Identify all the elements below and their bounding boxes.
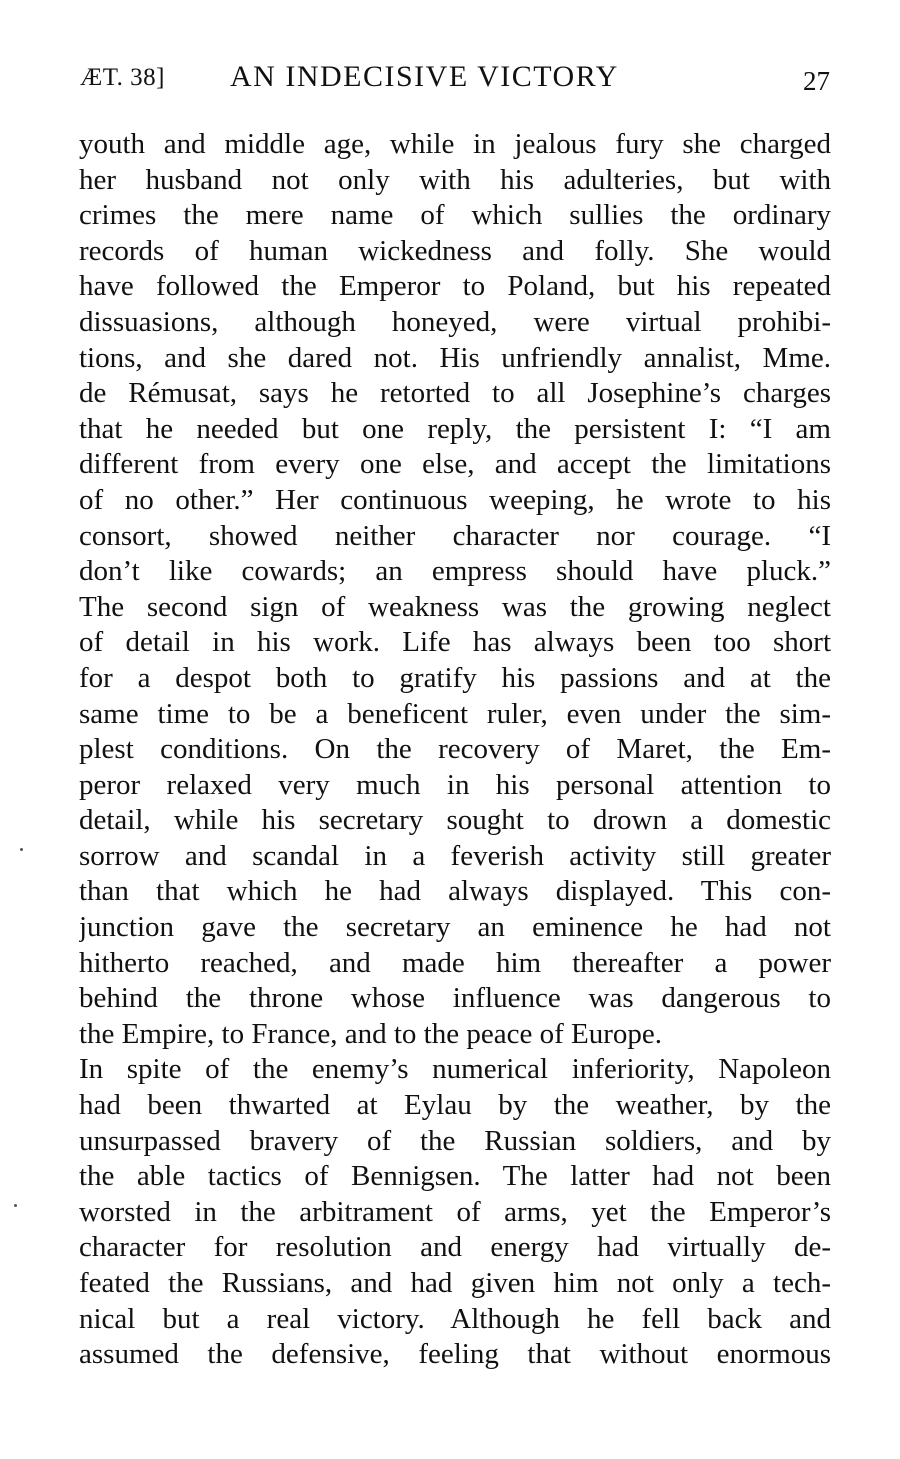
text-line: that he needed but one reply, the persistent I: “I am (79, 412, 831, 445)
text-line: same time to be a beneficent ruler, even under the sim- (79, 697, 831, 730)
text-line: behind the throne whose influence was dangerous to (79, 982, 831, 1015)
text-line: character for resolution and energy had virtually de- (79, 1231, 831, 1264)
running-head-age: ÆT. 38] (80, 64, 165, 91)
running-head-title: AN INDECISIVE VICTORY (230, 60, 619, 93)
text-line: nical but a real victory. Although he fell back and (79, 1302, 831, 1335)
scan-speck (20, 848, 23, 851)
text-line: assumed the defensive, feeling that without enormous (79, 1338, 831, 1371)
text-line: The second sign of weakness was the growing neglect (79, 590, 831, 623)
paragraph-start-line: In spite of the enemy’s numerical inferiority, Napoleon (79, 1053, 831, 1086)
text-line: had been thwarted at Eylau by the weather, by the (79, 1089, 831, 1122)
text-line: hitherto reached, and made him thereafter a power (79, 946, 831, 979)
text-line: different from every one else, and accept the limitations (79, 448, 831, 481)
text-line: records of human wickedness and folly. She would (79, 234, 831, 267)
text-line: tions, and she dared not. His unfriendly annalist, Mme. (79, 341, 831, 374)
paragraph-end-line: the Empire, to France, and to the peace of Europe. (79, 1017, 662, 1050)
text-line: of detail in his work. Life has always been too short (79, 626, 831, 659)
text-line: youth and middle age, while in jealous fury she charged (79, 128, 831, 160)
text-line: feated the Russians, and had given him not only a tech- (79, 1267, 831, 1299)
text-line: her husband not only with his adulteries, but with (79, 163, 831, 196)
text-line: dissuasions, although honeyed, were virtual prohibi- (79, 305, 831, 338)
text-line: plest conditions. On the recovery of Maret, the Em- (79, 733, 831, 766)
text-line: for a despot both to gratify his passions and at the (79, 661, 831, 694)
text-line: sorrow and scandal in a feverish activity still greater (79, 839, 831, 872)
page-number: 27 (803, 66, 830, 96)
text-line: de Rémusat, says he retorted to all Josephine’s charges (79, 377, 831, 410)
scan-speck (14, 1204, 17, 1207)
text-line: junction gave the secretary an eminence he had not (79, 911, 831, 944)
text-line: the able tactics of Bennigsen. The latter had not been (79, 1160, 831, 1193)
text-line: unsurpassed bravery of the Russian soldiers, and by (79, 1124, 831, 1157)
text-line: crimes the mere name of which sullies the ordinary (79, 199, 831, 232)
text-line: have followed the Emperor to Poland, but his repeated (79, 270, 831, 303)
text-line: of no other.” Her continuous weeping, he wrote to his (79, 483, 831, 516)
body-text (79, 127, 831, 1373)
text-line: detail, while his secretary sought to drown a domestic (79, 804, 831, 837)
text-line: consort, showed neither character nor courage. “I (79, 519, 831, 552)
text-line: worsted in the arbitrament of arms, yet the Emperor’s (79, 1195, 831, 1228)
text-line: don’t like cowards; an empress should have pluck.” (79, 555, 831, 588)
text-line: peror relaxed very much in his personal attention to (79, 768, 831, 801)
text-line: than that which he had always displayed. This con- (79, 875, 831, 908)
running-head (80, 60, 830, 100)
